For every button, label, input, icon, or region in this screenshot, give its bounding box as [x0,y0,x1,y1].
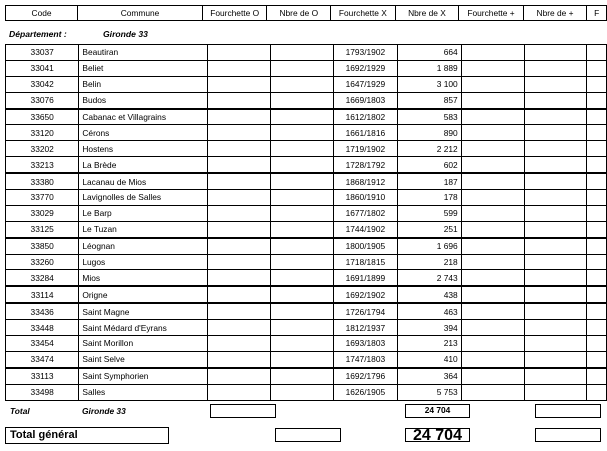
table-row [6,76,607,92]
table-header [5,5,607,21]
extra-cell [587,60,607,76]
commune-cell: Salles [79,384,208,400]
column-header: Fourchette X [331,6,395,21]
code-cell: 33037 [6,45,79,61]
column-header: Nbre de + [523,6,587,21]
fourchette-o-cell [207,76,270,92]
nbre-plus-cell [524,45,587,61]
fourchette-plus-cell [461,336,524,352]
commune-cell: Beliet [79,60,208,76]
column-header: F [587,6,607,21]
fourchette-x-cell: 1647/1929 [333,76,397,92]
code-cell: 33125 [6,221,79,237]
fourchette-o-cell [207,205,270,221]
table-row [6,92,607,108]
code-cell: 33202 [6,141,79,157]
extra-cell [587,205,607,221]
fourchette-o-cell [207,384,270,400]
extra-cell [587,351,607,367]
commune-cell: Lacanau de Mios [79,173,208,189]
nbre-o-cell [270,238,333,254]
nbre-x-cell: 857 [398,92,462,108]
nbre-plus-cell [524,286,587,303]
nbre-o-cell [270,221,333,237]
fourchette-plus-cell [461,141,524,157]
code-cell: 33284 [6,270,79,286]
nbre-plus-cell [524,92,587,108]
nbre-x-cell: 187 [398,173,462,189]
table-row [6,351,607,367]
fourchette-o-cell [207,92,270,108]
nbre-o-cell [270,286,333,303]
table-row [6,45,607,61]
code-cell: 33448 [6,320,79,336]
fourchette-x-cell: 1718/1815 [333,254,397,270]
table-row [6,125,607,141]
extra-cell [587,238,607,254]
extra-cell [587,125,607,141]
fourchette-x-cell: 1728/1792 [333,157,397,173]
code-cell: 33042 [6,76,79,92]
fourchette-o-cell [207,303,270,319]
fourchette-x-cell: 1800/1905 [333,238,397,254]
table-row [6,286,607,303]
department-label: Département : [9,29,67,39]
nbre-x-cell: 178 [398,190,462,206]
nbre-x-cell: 410 [398,351,462,367]
fourchette-x-cell: 1661/1816 [333,125,397,141]
fourchette-x-cell: 1691/1899 [333,270,397,286]
total-label: Total [10,406,30,416]
nbre-x-cell: 218 [398,254,462,270]
nbre-plus-cell [524,303,587,319]
table-row [6,205,607,221]
fourchette-o-cell [207,109,270,125]
code-cell: 33041 [6,60,79,76]
code-cell: 33076 [6,92,79,108]
fourchette-o-cell [207,351,270,367]
nbre-o-cell [270,320,333,336]
nbre-o-cell [270,205,333,221]
fourchette-o-cell [207,45,270,61]
nbre-x-cell: 438 [398,286,462,303]
fourchette-x-cell: 1744/1902 [333,221,397,237]
nbre-o-cell [270,190,333,206]
code-cell: 33850 [6,238,79,254]
code-cell: 33474 [6,351,79,367]
commune-cell: Cabanac et Villagrains [79,109,208,125]
fourchette-plus-cell [461,45,524,61]
nbre-plus-cell [524,60,587,76]
table-row [6,60,607,76]
nbre-o-cell [270,157,333,173]
grand-total-label: Total général [5,427,169,444]
nbre-plus-cell [524,384,587,400]
fourchette-x-cell: 1677/1802 [333,205,397,221]
fourchette-plus-cell [461,125,524,141]
extra-cell [587,336,607,352]
code-cell: 33120 [6,125,79,141]
commune-cell: Budos [79,92,208,108]
fourchette-o-cell [207,254,270,270]
fourchette-x-cell: 1726/1794 [333,303,397,319]
commune-cell: Lugos [79,254,208,270]
code-cell: 33770 [6,190,79,206]
commune-cell: Cérons [79,125,208,141]
grand-box-nbre-o [275,428,341,442]
fourchette-o-cell [207,141,270,157]
fourchette-o-cell [207,238,270,254]
nbre-o-cell [270,254,333,270]
nbre-plus-cell [524,320,587,336]
nbre-x-cell: 251 [398,221,462,237]
nbre-o-cell [270,384,333,400]
extra-cell [587,109,607,125]
code-cell: 33260 [6,254,79,270]
fourchette-x-cell: 1692/1929 [333,60,397,76]
grand-box-nbre-plus [535,428,601,442]
commune-cell: Origne [79,286,208,303]
table-row [6,157,607,173]
fourchette-x-cell: 1719/1902 [333,141,397,157]
total-box-fourchette-o [210,404,276,418]
nbre-plus-cell [524,368,587,384]
fourchette-plus-cell [461,157,524,173]
nbre-x-cell: 463 [398,303,462,319]
fourchette-x-cell: 1747/1803 [333,351,397,367]
table-row [6,221,607,237]
nbre-x-cell: 599 [398,205,462,221]
nbre-plus-cell [524,125,587,141]
code-cell: 33380 [6,173,79,189]
fourchette-plus-cell [461,384,524,400]
extra-cell [587,303,607,319]
nbre-plus-cell [524,221,587,237]
total-nbre-x: 24 704 [424,405,451,415]
commune-cell: Léognan [79,238,208,254]
extra-cell [587,286,607,303]
commune-cell: Saint Médard d'Eyrans [79,320,208,336]
column-header: Nbre de O [267,6,331,21]
nbre-o-cell [270,303,333,319]
nbre-x-cell: 364 [398,368,462,384]
fourchette-o-cell [207,270,270,286]
fourchette-x-cell: 1868/1912 [333,173,397,189]
extra-cell [587,320,607,336]
commune-cell: Saint Symphorien [79,368,208,384]
nbre-x-cell: 213 [398,336,462,352]
fourchette-plus-cell [461,173,524,189]
fourchette-x-cell: 1692/1796 [333,368,397,384]
code-cell: 33113 [6,368,79,384]
total-row [0,404,607,420]
fourchette-o-cell [207,286,270,303]
nbre-x-cell: 664 [398,45,462,61]
fourchette-plus-cell [461,60,524,76]
fourchette-o-cell [207,190,270,206]
table-row [6,238,607,254]
nbre-plus-cell [524,157,587,173]
nbre-o-cell [270,368,333,384]
total-box-nbre-plus [535,404,601,418]
fourchette-x-cell: 1626/1905 [333,384,397,400]
nbre-plus-cell [524,141,587,157]
fourchette-x-cell: 1793/1902 [333,45,397,61]
nbre-o-cell [270,45,333,61]
fourchette-plus-cell [461,92,524,108]
nbre-o-cell [270,92,333,108]
nbre-plus-cell [524,351,587,367]
extra-cell [587,92,607,108]
table-row [6,336,607,352]
commune-cell: Mios [79,270,208,286]
fourchette-plus-cell [461,190,524,206]
fourchette-plus-cell [461,205,524,221]
fourchette-o-cell [207,336,270,352]
code-cell: 33454 [6,336,79,352]
grand-total-row [0,427,607,445]
table-row [6,320,607,336]
fourchette-plus-cell [461,221,524,237]
fourchette-x-cell: 1693/1803 [333,336,397,352]
code-cell: 33029 [6,205,79,221]
table-row [6,384,607,400]
fourchette-plus-cell [461,270,524,286]
commune-cell: Lavignolles de Salles [79,190,208,206]
table-row [6,109,607,125]
column-header: Fourchette O [202,6,266,21]
extra-cell [587,173,607,189]
fourchette-x-cell: 1612/1802 [333,109,397,125]
column-header: Code [6,6,78,21]
fourchette-o-cell [207,60,270,76]
table-row [6,270,607,286]
fourchette-x-cell: 1812/1937 [333,320,397,336]
extra-cell [587,76,607,92]
extra-cell [587,254,607,270]
fourchette-plus-cell [461,351,524,367]
nbre-plus-cell [524,205,587,221]
fourchette-plus-cell [461,303,524,319]
extra-cell [587,384,607,400]
fourchette-o-cell [207,368,270,384]
nbre-x-cell: 5 753 [398,384,462,400]
table-row [6,303,607,319]
fourchette-x-cell: 1860/1910 [333,190,397,206]
column-header: Nbre de X [395,6,459,21]
table-row [6,141,607,157]
fourchette-x-cell: 1692/1902 [333,286,397,303]
fourchette-plus-cell [461,286,524,303]
nbre-x-cell: 602 [398,157,462,173]
extra-cell [587,270,607,286]
nbre-plus-cell [524,173,587,189]
extra-cell [587,221,607,237]
fourchette-o-cell [207,125,270,141]
fourchette-o-cell [207,221,270,237]
nbre-plus-cell [524,238,587,254]
table-row [6,254,607,270]
commune-cell: Belin [79,76,208,92]
total-department: Gironde 33 [82,406,126,416]
code-cell: 33650 [6,109,79,125]
nbre-x-cell: 1 889 [398,60,462,76]
fourchette-o-cell [207,320,270,336]
nbre-o-cell [270,125,333,141]
nbre-plus-cell [524,109,587,125]
fourchette-plus-cell [461,238,524,254]
code-cell: 33213 [6,157,79,173]
commune-cell: Beautiran [79,45,208,61]
commune-cell: Le Barp [79,205,208,221]
nbre-plus-cell [524,336,587,352]
extra-cell [587,190,607,206]
department-line [9,29,148,39]
nbre-o-cell [270,60,333,76]
nbre-x-cell: 583 [398,109,462,125]
nbre-plus-cell [524,76,587,92]
fourchette-plus-cell [461,368,524,384]
nbre-o-cell [270,270,333,286]
commune-cell: La Brède [79,157,208,173]
grand-total-nbre-x: 24 704 [413,427,462,444]
nbre-o-cell [270,173,333,189]
commune-cell: Saint Selve [79,351,208,367]
extra-cell [587,368,607,384]
table-row [6,190,607,206]
nbre-o-cell [270,351,333,367]
nbre-x-cell: 2 212 [398,141,462,157]
nbre-o-cell [270,336,333,352]
commune-cell: Le Tuzan [79,221,208,237]
fourchette-o-cell [207,173,270,189]
column-header: Commune [78,6,203,21]
nbre-x-cell: 1 696 [398,238,462,254]
fourchette-plus-cell [461,109,524,125]
fourchette-o-cell [207,157,270,173]
nbre-x-cell: 394 [398,320,462,336]
nbre-plus-cell [524,190,587,206]
column-header: Fourchette + [459,6,523,21]
fourchette-plus-cell [461,320,524,336]
fourchette-x-cell: 1669/1803 [333,92,397,108]
fourchette-plus-cell [461,254,524,270]
extra-cell [587,45,607,61]
code-cell: 33498 [6,384,79,400]
code-cell: 33436 [6,303,79,319]
fourchette-plus-cell [461,76,524,92]
table-row [6,368,607,384]
commune-cell: Saint Magne [79,303,208,319]
code-cell: 33114 [6,286,79,303]
data-table [5,44,607,401]
table-row [6,173,607,189]
extra-cell [587,157,607,173]
commune-cell: Saint Morillon [79,336,208,352]
nbre-plus-cell [524,270,587,286]
nbre-o-cell [270,141,333,157]
department-name: Gironde 33 [103,29,148,39]
nbre-x-cell: 3 100 [398,76,462,92]
nbre-o-cell [270,76,333,92]
commune-cell: Hostens [79,141,208,157]
extra-cell [587,141,607,157]
nbre-x-cell: 2 743 [398,270,462,286]
nbre-plus-cell [524,254,587,270]
nbre-o-cell [270,109,333,125]
nbre-x-cell: 890 [398,125,462,141]
